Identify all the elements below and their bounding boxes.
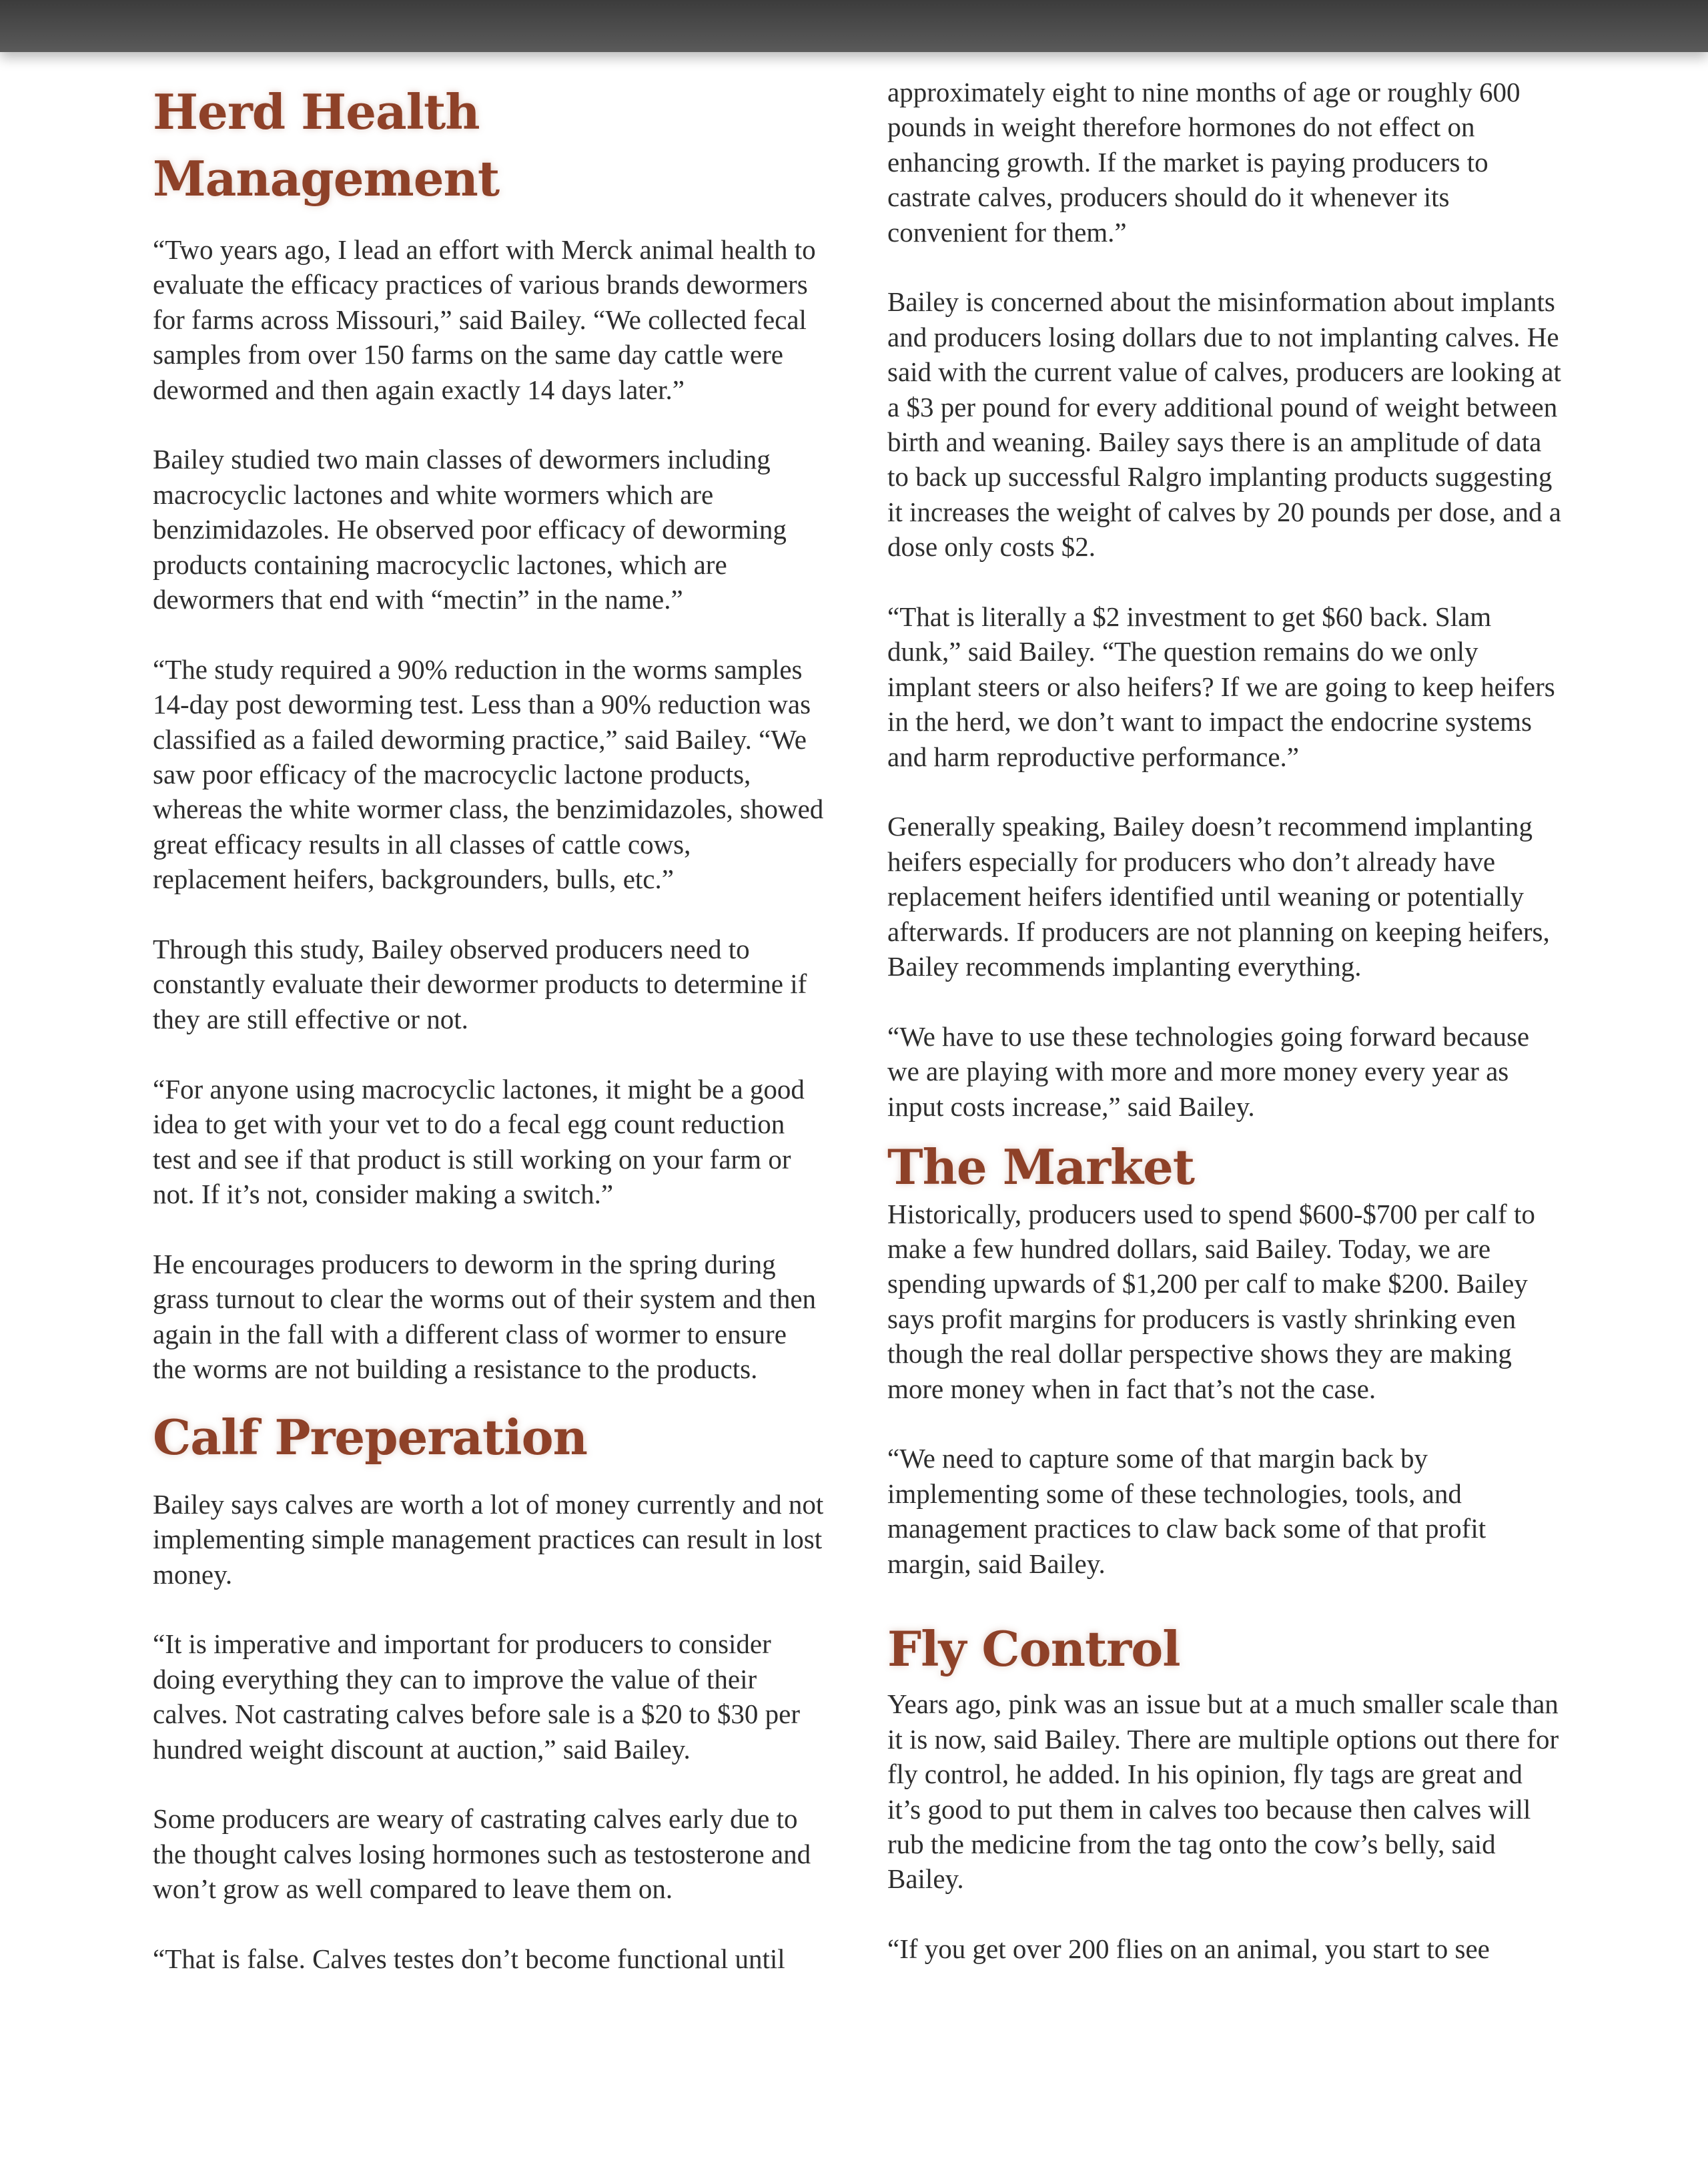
paragraph: “That is false. Calves testes don’t become functional until [153,1943,785,1974]
paragraph: Historically, producers used to spend $600-$700 per calf to make a few hundred dollars, said Bailey. Today, we are spending upwards of $1,200 per calf to make $200. Bailey says profit margins for producers is vastly shrinking even though the real dollar perspective shows they are making more money when in fact that’s not the case. [887,1198,1535,1404]
paragraph: “For anyone using macrocyclic lactones, it might be a good idea to get with your vet to do a fecal egg count reduction test and see if that product is still working on your farm or not. If it’s not, consider making a switch.” [153,1073,805,1209]
paragraph: “We have to use these technologies going forward because we are playing with more and more money every year as input costs increase,” said Bailey. [887,1020,1530,1122]
heading-fly-control: Fly Control [887,1620,1180,1678]
paragraph: Bailey is concerned about the misinformation about implants and producers losing dollars due to not implanting calves. He said with the current value of calves, producers are looking at a $3 per pound for every additional pound of weight between birth and weaning. Bailey says there is an amplitude of data to back up successful Ralgro implanting products suggesting it increases the weight of calves by 20 pounds per dose, and a dose only costs $2. [887,286,1561,563]
paragraph: Some producers are weary of castrating calves early due to the thought calves losing hormones such as testosterone and won’t grow as well compared to leave them on. [153,1803,811,1905]
paragraph: “We need to capture some of that margin back by implementing some of these technologies, tools, and management practices to claw back some of that profit margin, said Bailey. [887,1443,1486,1579]
paragraph: “The study required a 90% reduction in the worms samples 14-day post deworming test. Less than a 90% reduction was classified as a failed deworming practice,” said Bailey. “We saw poor efficacy of the macrocyclic lactone products, whereas the white wormer class, the benzimidazoles, showed great efficacy results in all classes of cattle cows, replacement heifers, backgrounders, bulls, etc.” [153,653,824,895]
paragraph: Through this study, Bailey observed producers need to constantly evaluate their dewormer products to determine if they are still effective or not. [153,934,807,1034]
left-column [153,79,827,2011]
paragraph: He encourages producers to deworm in the spring during grass turnout to clear the worms out of their system and then again in the fall with a different class of wormer to ensure the worms are not building a resistance to the products. [153,1248,817,1384]
paragraph: Generally speaking, Bailey doesn’t recommend implanting heifers especially for producers who don’t already have replacement heifers identified until weaning or potentially afterwards. If producers are not planning on keeping heifers, Bailey recommends implanting everything. [887,811,1550,982]
right-column [887,79,1561,2001]
paragraph: Bailey says calves are worth a lot of money currently and not implementing simple management practices can result in lost money. [153,1488,824,1590]
heading-the-market: The Market [887,1138,1195,1195]
paragraph: “That is literally a $2 investment to get $60 back. Slam dunk,” said Bailey. “The question remains do we only implant steers or also heifers? If we are going to keep heifers in the herd, we don’t want to impact the endocrine systems and harm reproductive performance.” [887,601,1555,772]
paragraph: “Two years ago, I lead an effort with Merck animal health to evaluate the efficacy practices of various brands dewormers for farms across Missouri,” said Bailey. “We collected fecal samples from over 150 farms on the same day cattle were dewormed and then again exactly 14 days later.” [153,234,816,405]
heading-calf-preperation: Calf Preperation [153,1408,587,1466]
paragraph: “It is imperative and important for producers to consider doing everything they can to improve the value of their calves. Not castrating calves before sale is a $20 to $30 per hundred weight discount at auction,” said Bailey. [153,1628,800,1765]
paragraph: “If you get over 200 flies on an animal, you start to see [887,1933,1490,1965]
paragraph: Years ago, pink was an issue but at a much smaller scale than it is now, said Bailey. There are multiple options out there for fly control, he added. In his opinion, fly tags are great and it’s good to put them in calves too because then calves will rub the medicine from the tag onto the cow’s belly, said Bailey. [887,1688,1559,1895]
paragraph: Bailey studied two main classes of dewormers including macrocyclic lactones and white wormers which are benzimidazoles. He observed poor efficacy of deworming products containing macrocyclic lactones, which are dewormers that end with “mectin” in the name.” [153,444,787,615]
paragraph: approximately eight to nine months of age or roughly 600 pounds in weight therefore hormones do not effect on enhancing growth. If the market is paying producers to castrate calves, producers should do it whenever its convenient for them.” [887,77,1521,248]
heading-herd-health: Herd Health Management [153,83,500,207]
top-bar [0,0,1708,52]
